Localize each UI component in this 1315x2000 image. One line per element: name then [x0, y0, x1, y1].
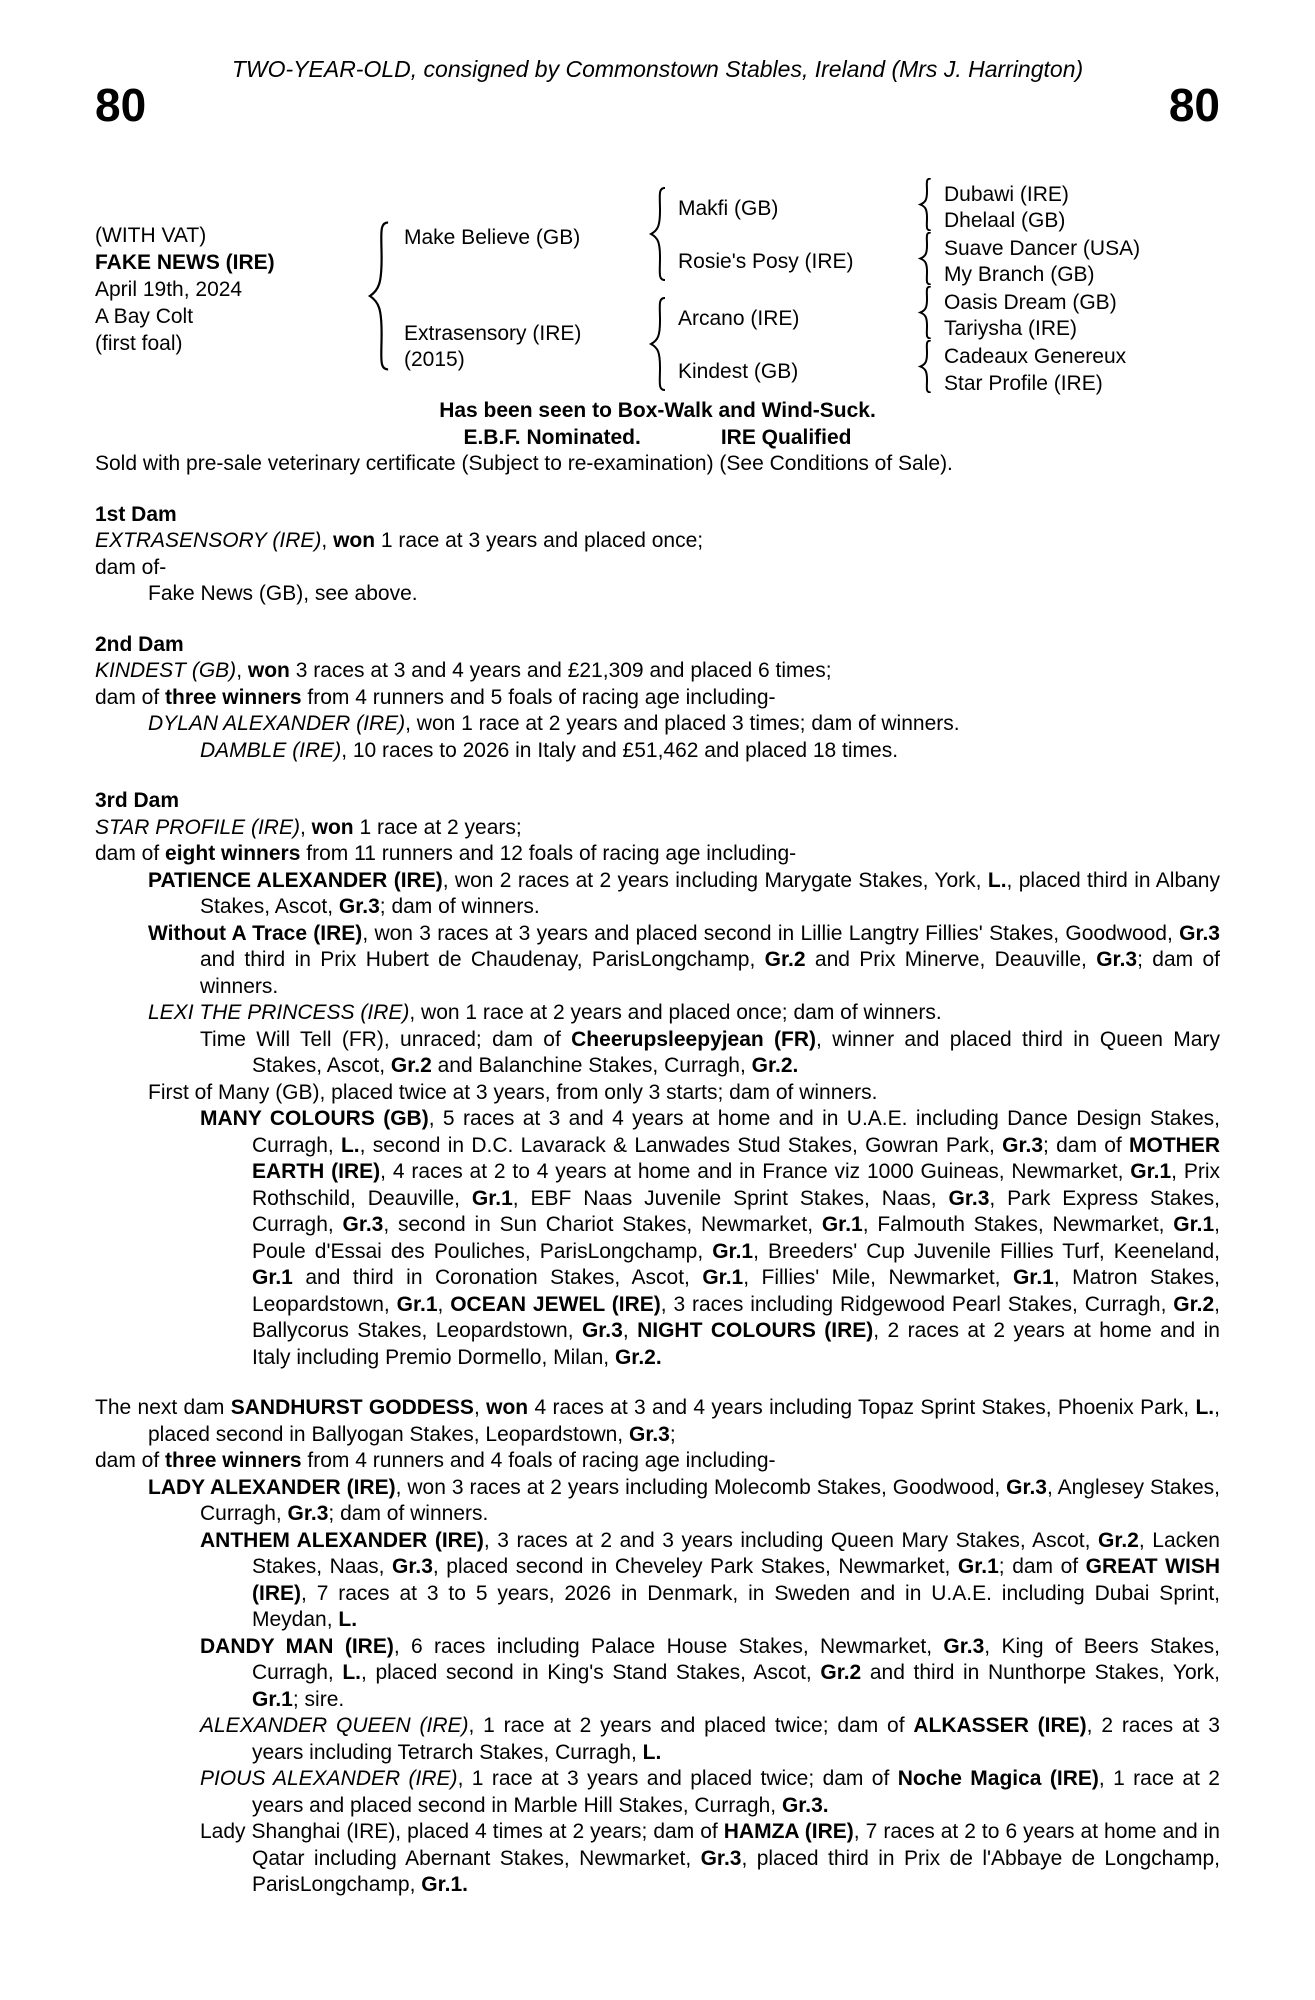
great-granddam-2: My Branch (GB)	[944, 263, 1095, 286]
great-grandsire-3: Oasis Dream (GB)	[944, 291, 1117, 314]
sire-sire-name: Makfi (GB)	[678, 197, 779, 220]
pedigree-paragraph: KINDEST (GB), won 3 races at 3 and 4 years and £21,309 and placed 6 times;	[95, 659, 832, 682]
pedigree-paragraph: The next dam SANDHURST GODDESS, won 4 races at 3 and 4 years including Topaz Sprint Stakes, Phoenix Park, L., placed second in Ballyogan Stakes, Leopardstown, Gr.3;	[95, 1396, 1220, 1446]
great-grandsire-1: Dubawi (IRE)	[944, 183, 1069, 206]
pedigree-table	[0, 175, 1315, 421]
pedigree-paragraph: Without A Trace (IRE), won 3 races at 3 years and placed second in Lillie Langtry Fillies' Stakes, Goodwood, Gr.3 and third in Prix Hubert de Chaudenay, ParisLongchamp, Gr.2 and Prix Minerve, Deauville, Gr.3; dam of winners.	[148, 921, 1220, 998]
foal-note: (first foal)	[95, 332, 183, 355]
dam-section-heading: 2nd Dam	[95, 632, 184, 656]
pedigree-paragraph: LEXI THE PRINCESS (IRE), won 1 race at 2 years and placed once; dam of winners.	[148, 1001, 942, 1024]
dam-sire-name: Arcano (IRE)	[678, 307, 800, 330]
horse-name: FAKE NEWS (IRE)	[95, 251, 275, 274]
brace-icon	[366, 221, 392, 371]
dam-section	[95, 502, 1220, 608]
brace-icon	[918, 232, 933, 285]
pedigree-paragraph: ANTHEM ALEXANDER (IRE), 3 races at 2 and 3 years including Queen Mary Stakes, Ascot, Gr.2, Lacken Stakes, Naas, Gr.3, placed second in Cheveley Park Stakes, Newmarket, Gr.1; dam of GREAT WISH (IRE), 7 races at 3 to 5 years, 2026 in Denmark, in Sweden and in U.A.E. including Dubai Sprint, Meydan, L.	[200, 1528, 1220, 1631]
colour-sex: A Bay Colt	[95, 305, 194, 328]
dam-section-heading: 1st Dam	[95, 502, 177, 526]
pedigree-paragraph: First of Many (GB), placed twice at 3 years, from only 3 starts; dam of winners.	[148, 1080, 878, 1104]
pedigree-paragraph: Time Will Tell (FR), unraced; dam of Cheerupsleepyjean (FR), winner and placed third in Queen Mary Stakes, Ascot, Gr.2 and Balanchine Stakes, Curragh, Gr.2.	[200, 1027, 1220, 1077]
pedigree-paragraph: DYLAN ALEXANDER (IRE), won 1 race at 2 years and placed 3 times; dam of winners.	[148, 712, 960, 735]
great-granddam-3: Tariysha (IRE)	[944, 317, 1078, 340]
dam-section	[95, 788, 1220, 1371]
catalogue-body	[95, 398, 1220, 1899]
dam-year: (2015)	[404, 348, 465, 371]
pedigree-paragraph: STAR PROFILE (IRE), won 1 race at 2 years;	[95, 815, 522, 839]
great-grandsire-4: Cadeaux Genereux	[944, 345, 1127, 368]
pedigree-paragraph: LADY ALEXANDER (IRE), won 3 races at 2 years including Molecomb Stakes, Goodwood, Gr.3, Anglesey Stakes, Curragh, Gr.3; dam of winners.	[148, 1475, 1220, 1525]
great-granddam-1: Dhelaal (GB)	[944, 209, 1066, 232]
pedigree-paragraph: PATIENCE ALEXANDER (IRE), won 2 races at 2 years including Marygate Stakes, York, L., placed third in Albany Stakes, Ascot, Gr.3; dam of winners.	[148, 868, 1220, 918]
sire-dam-name: Rosie's Posy (IRE)	[678, 250, 854, 273]
dam-name: Extrasensory (IRE)	[404, 322, 582, 345]
lot-row	[95, 79, 1220, 131]
pedigree-paragraph: PIOUS ALEXANDER (IRE), 1 race at 3 years and placed twice; dam of Noche Magica (IRE), 1 race at 2 years and placed second in Marble Hill Stakes, Curragh, Gr.3.	[200, 1767, 1220, 1817]
pedigree-paragraph: Fake News (GB), see above.	[148, 582, 418, 605]
brace-icon	[918, 340, 933, 393]
lot-number-right: 80	[1168, 79, 1220, 131]
pedigree-paragraph: dam of eight winners from 11 runners and 12 foals of racing age including-	[95, 842, 797, 865]
pedigree-paragraph: EXTRASENSORY (IRE), won 1 race at 3 years and placed once;	[95, 529, 704, 552]
pedigree-paragraph: dam of-	[95, 555, 167, 579]
brace-icon	[918, 286, 933, 339]
pedigree-paragraph: MANY COLOURS (GB), 5 races at 3 and 4 years at home and in U.A.E. including Dance Design Stakes, Curragh, L., second in D.C. Lavarack & Lanwades Stud Stakes, Gowran Park, Gr.3; dam of MOTHER EARTH (IRE), 4 races at 2 to 4 years at home and in France viz 1000 Guineas, Newmarket, Gr.1, Prix Rothschild, Deauville, Gr.1, EBF Naas Juvenile Sprint Stakes, Naas, Gr.3, Park Express Stakes, Curragh, Gr.3, second in Sun Chariot Stakes, Newmarket, Gr.1, Falmouth Stakes, Newmarket, Gr.1, Poule d'Essai des Pouliches, ParisLongchamp, Gr.1, Breeders' Cup Juvenile Fillies Turf, Keeneland, Gr.1 and third in Coronation Stakes, Ascot, Gr.1, Fillies' Mile, Newmarket, Gr.1, Matron Stakes, Leopardstown, Gr.1, OCEAN JEWEL (IRE), 3 races including Ridgewood Pearl Stakes, Curragh, Gr.2, Ballycorus Stakes, Leopardstown, Gr.3, NIGHT COLOURS (IRE), 2 races at 2 years at home and in Italy including Premio Dormello, Milan, Gr.2.	[200, 1107, 1221, 1369]
foaling-date: April 19th, 2024	[95, 278, 243, 301]
pedigree-paragraph: dam of three winners from 4 runners and 5 foals of racing age including-	[95, 685, 776, 709]
vat-note: (WITH VAT)	[95, 224, 207, 247]
pedigree-paragraph: dam of three winners from 4 runners and 4 foals of racing age including-	[95, 1449, 776, 1472]
nomination-line	[95, 425, 1220, 452]
dam-dam-name: Kindest (GB)	[678, 360, 799, 383]
brace-icon	[648, 187, 668, 281]
pedigree-paragraph: Lady Shanghai (IRE), placed 4 times at 2 years; dam of HAMZA (IRE), 7 races at 2 to 6 years at home and in Qatar including Abernant Stakes, Newmarket, Gr.3, placed third in Prix de l'Abbaye de Longchamp, ParisLongchamp, Gr.1.	[200, 1820, 1221, 1896]
pedigree-paragraph: DAMBLE (IRE), 10 races to 2026 in Italy and £51,462 and placed 18 times.	[200, 738, 899, 762]
dam-section	[95, 1395, 1220, 1899]
vet-certificate-notice: Sold with pre-sale veterinary certificate (Subject to re-examination) (See Conditions of Sale).	[95, 452, 953, 475]
great-grandsire-2: Suave Dancer (USA)	[944, 237, 1141, 260]
pedigree-paragraph: DANDY MAN (IRE), 6 races including Palace House Stakes, Newmarket, Gr.3, King of Beers Stakes, Curragh, L., placed second in King's Stand Stakes, Ascot, Gr.2 and third in Nunthorpe Stakes, York, Gr.1; sire.	[200, 1634, 1220, 1711]
dam-section-heading: 3rd Dam	[95, 789, 180, 812]
lot-number-left: 80	[95, 79, 147, 131]
sire-name: Make Believe (GB)	[404, 226, 581, 249]
brace-icon	[648, 297, 668, 391]
dam-section	[95, 632, 1220, 765]
dam-sections	[95, 502, 1220, 1899]
ire-qualified-label: IRE Qualified	[720, 425, 852, 449]
brace-icon	[918, 178, 933, 231]
pedigree-paragraph: ALEXANDER QUEEN (IRE), 1 race at 2 years and placed twice; dam of ALKASSER (IRE), 2 races at 3 years including Tetrarch Stakes, Curragh, L.	[200, 1714, 1220, 1764]
consignor-title: TWO-YEAR-OLD, consigned by Commonstown Stables, Ireland (Mrs J. Harrington)	[231, 56, 1084, 82]
conduct-notice: Has been seen to Box-Walk and Wind-Suck.	[439, 399, 876, 422]
ebf-nominated-label: E.B.F. Nominated.	[463, 425, 641, 449]
great-granddam-4: Star Profile (IRE)	[944, 372, 1103, 395]
